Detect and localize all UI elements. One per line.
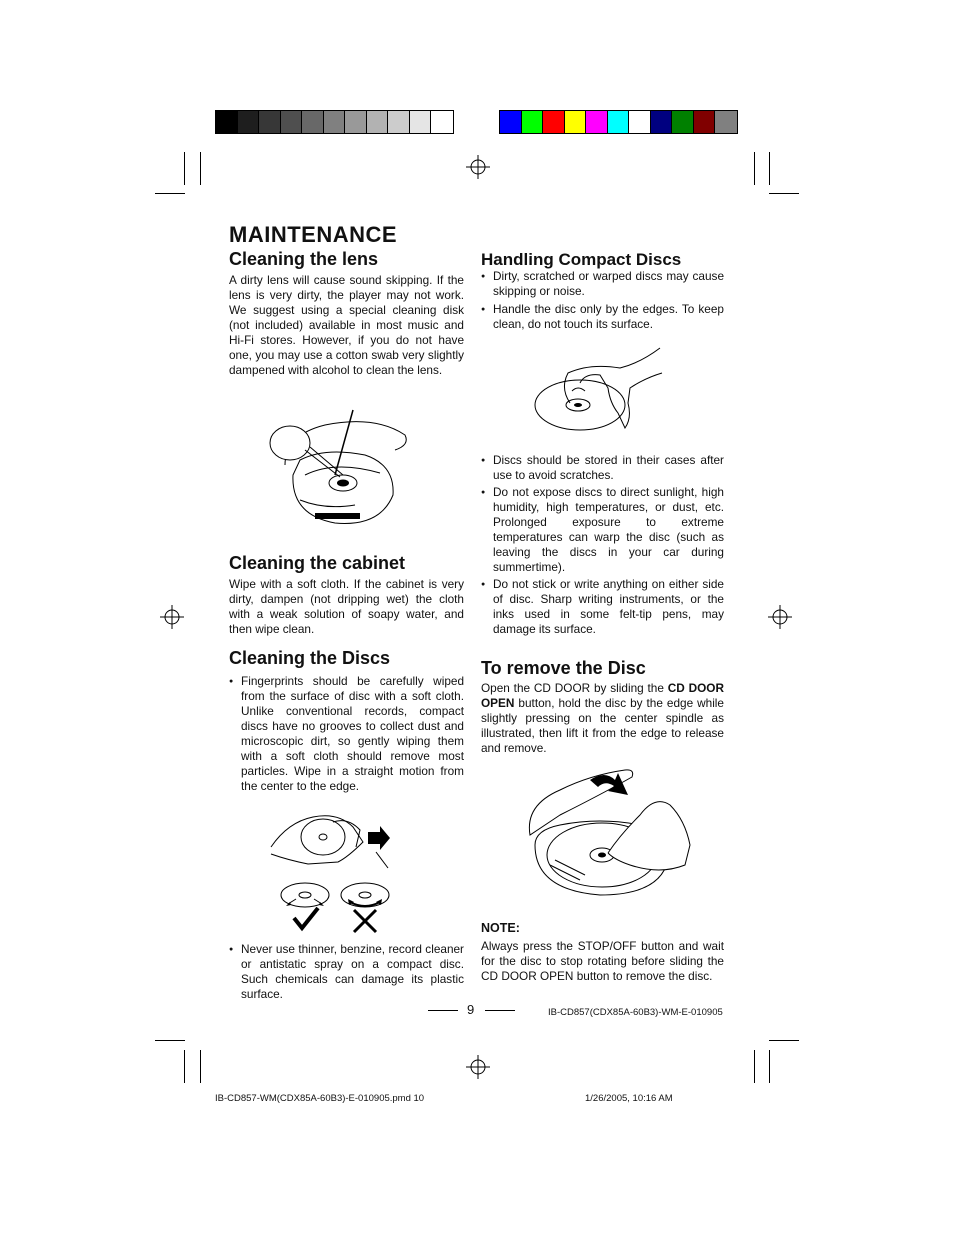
page-number: 9 xyxy=(467,1002,475,1017)
color-swatch xyxy=(431,111,453,133)
handling-bullet: ● Dirty, scratched or warped discs may cause skipping or noise. xyxy=(481,269,724,299)
page-number-rule xyxy=(428,1010,458,1011)
registration-mark-icon xyxy=(466,155,490,179)
remove-heading: To remove the Disc xyxy=(481,658,646,678)
color-swatch xyxy=(238,111,260,133)
color-swatch xyxy=(543,111,565,133)
crop-mark xyxy=(769,1040,799,1041)
lens-text: A dirty lens will cause sound skipping. If the lens is very dirty, the player may not work. We suggest using a special cleaning disk (not included) available in most music and Hi-Fi stores. However, if you do not have one, you may use a cotton swab very slightly dampened with alcohol to clean the lens. xyxy=(229,273,464,377)
cabinet-text: Wipe with a soft cloth. If the cabinet is very dirty, dampen (not dripping wet) the cloth with a weak solution of soapy water, and then wipe clean. xyxy=(229,577,464,636)
color-swatch xyxy=(651,111,673,133)
color-swatch xyxy=(324,111,346,133)
lens-cleaning-illustration xyxy=(265,405,410,530)
crop-mark xyxy=(200,1050,201,1083)
disc-removal-illustration xyxy=(520,765,695,905)
color-swatch xyxy=(388,111,410,133)
timestamp: 1/26/2005, 10:16 AM xyxy=(585,1093,673,1104)
registration-mark-icon xyxy=(160,605,184,629)
handling-heading: Handling Compact Discs xyxy=(481,250,682,269)
wipe-direction-illustration xyxy=(278,880,393,935)
handling-bullet: ● Handle the disc only by the edges. To keep clean, do not touch its surface. xyxy=(481,302,724,332)
discs-heading: Cleaning the Discs xyxy=(229,648,391,668)
crop-mark xyxy=(155,1040,185,1041)
crop-mark xyxy=(200,152,201,185)
registration-mark-icon xyxy=(768,605,792,629)
color-swatch xyxy=(694,111,716,133)
disc-wiping-illustration xyxy=(268,812,393,870)
color-swatch xyxy=(302,111,324,133)
color-swatch xyxy=(715,111,737,133)
grayscale-color-bar xyxy=(215,110,454,134)
cabinet-heading: Cleaning the cabinet xyxy=(229,553,406,573)
color-swatch xyxy=(281,111,303,133)
page-number-rule xyxy=(485,1010,515,1011)
color-swatch xyxy=(259,111,281,133)
color-swatch xyxy=(367,111,389,133)
crop-mark xyxy=(769,152,770,185)
crop-mark xyxy=(769,1050,770,1083)
crop-mark xyxy=(754,152,755,185)
color-swatch xyxy=(216,111,238,133)
crop-mark xyxy=(155,193,185,194)
color-swatch xyxy=(586,111,608,133)
color-swatch xyxy=(522,111,544,133)
color-swatch xyxy=(565,111,587,133)
registration-mark-icon xyxy=(466,1055,490,1079)
color-swatch xyxy=(345,111,367,133)
crop-mark xyxy=(769,193,799,194)
color-swatch xyxy=(608,111,630,133)
color-swatch xyxy=(629,111,651,133)
color-swatch xyxy=(672,111,694,133)
process-color-bar xyxy=(499,110,738,134)
color-swatch xyxy=(500,111,522,133)
page-title: MAINTENANCE xyxy=(229,222,398,247)
handling-bullet: ● Do not stick or write anything on either side of disc. Sharp writing instruments, or the inks used in some felt-tip pens, may damage its surface. xyxy=(481,577,724,637)
lens-heading: Cleaning the lens xyxy=(229,249,379,269)
cd-door-open-label: CD DOOR OPEN xyxy=(481,681,724,710)
remove-text-part: Open the CD DOOR by sliding the xyxy=(481,681,668,695)
note-text: Always press the STOP/OFF button and wait for the disc to stop rotating before sliding the CD DOOR OPEN button to remove the disc. xyxy=(481,939,724,983)
crop-mark xyxy=(184,1050,185,1083)
chemical-warning-bullet: ● Never use thinner, benzine, record cleaner or antistatic spray on a compact disc. Such chemicals can damage its plastic surface. xyxy=(229,942,464,1002)
file-name: IB-CD857-WM(CDX85A-60B3)-E-010905.pmd 10 xyxy=(215,1093,425,1104)
remove-text xyxy=(481,681,724,756)
crop-mark xyxy=(184,152,185,185)
document-code: IB-CD857(CDX85A-60B3)-WM-E-010905 xyxy=(548,1007,723,1018)
crop-mark xyxy=(754,1050,755,1083)
disc-handling-illustration xyxy=(530,343,665,438)
remove-text-part: button, hold the disc by the edge while slightly pressing on the center spindle as illustrated, then lift it from the edge to release and remove. xyxy=(481,696,724,755)
handling-bullet: ● Do not expose discs to direct sunlight, high humidity, high temperatures, or dust, etc. Prolonged exposure to extreme temperatures can warp the disc (such as leaving the discs in your car during summertime). xyxy=(481,485,724,575)
handling-bullet: ● Discs should be stored in their cases after use to avoid scratches. xyxy=(481,453,724,483)
color-swatch xyxy=(410,111,432,133)
note-heading: NOTE: xyxy=(481,921,520,935)
disc-cleaning-bullet: ● Fingerprints should be carefully wiped from the surface of disc with a soft cloth. Unlike conventional records, compact discs have no grooves to collect dust and microscopic dirt, so gently wiping them with a soft cloth should remove most particles. Wipe in a straight motion from the center to the edge. xyxy=(229,674,464,794)
